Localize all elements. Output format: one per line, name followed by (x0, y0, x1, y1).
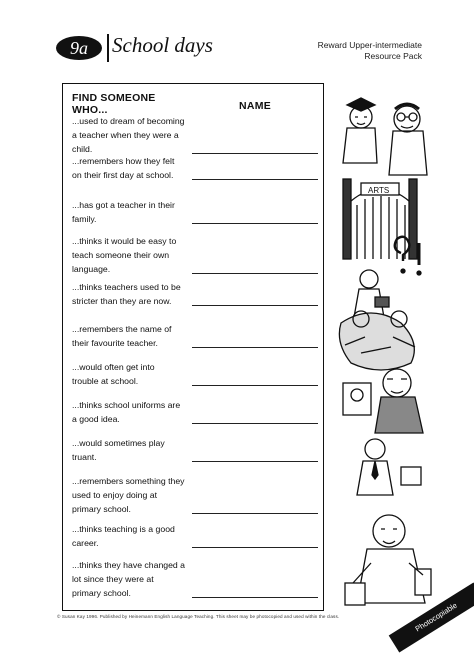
worksheet-item (72, 474, 317, 516)
prompt-line: ...remembers how they felt (72, 156, 175, 166)
prompt-line: ...thinks it would be easy to (72, 236, 177, 246)
worksheet-heading (72, 92, 182, 116)
prompt-line: teach someone their own (72, 250, 170, 260)
item-prompt (72, 114, 188, 156)
name-answer-line[interactable] (192, 179, 318, 180)
heading-line-1: FIND SOMEONE (72, 92, 156, 104)
worksheet-item (72, 522, 317, 550)
name-answer-line[interactable] (192, 423, 318, 424)
playground-scuffle (339, 311, 415, 370)
worksheet-item (72, 154, 317, 182)
pack-line-1: Reward Upper-intermediate (317, 40, 422, 50)
prompt-line: ...thinks they have changed a (72, 560, 186, 570)
prompt-line: lot since they were at (72, 574, 154, 584)
prompt-line: ...thinks school uniforms are (72, 400, 181, 410)
resource-pack-label (318, 40, 422, 62)
copyright-note: © Susan Kay 1996. Published by Heinemann English Language Teaching. This sheet may be photocopied and used within the class. (57, 614, 340, 619)
prompt-line: truant. (72, 452, 97, 462)
prompt-line: ...would often get into (72, 362, 155, 372)
item-prompt (72, 280, 188, 308)
name-answer-line[interactable] (192, 461, 318, 462)
worksheet-item (72, 114, 317, 156)
item-prompt (72, 558, 188, 600)
prompt-line: stricter than they are now. (72, 296, 172, 306)
photocopiable-banner: Photocopiable (389, 583, 474, 653)
prompt-line: ...thinks teaching is a good (72, 524, 175, 534)
prompt-line: ...would sometimes play (72, 438, 165, 448)
worksheet-item (72, 322, 317, 350)
prompt-line: ...has got a teacher in their (72, 200, 175, 210)
graduate-figure (343, 98, 377, 163)
worksheet-item (72, 398, 317, 426)
school-cartoon-illustration (331, 83, 443, 621)
boy-with-paint (345, 515, 431, 605)
prompt-line: primary school. (72, 504, 131, 514)
name-answer-line[interactable] (192, 273, 318, 274)
pupil-with-satchel (357, 439, 421, 495)
name-answer-line[interactable] (192, 597, 318, 598)
item-prompt (72, 398, 188, 426)
find-someone-worksheet (62, 83, 324, 611)
worksheet-item (72, 280, 317, 308)
worksheet-item (72, 198, 317, 226)
prompt-line: ...remembers something they (72, 476, 185, 486)
prompt-line: child. (72, 144, 93, 154)
item-prompt (72, 154, 188, 182)
title-divider (107, 34, 109, 62)
prompt-line: family. (72, 214, 97, 224)
item-prompt (72, 436, 188, 464)
prompt-line: career. (72, 538, 99, 548)
item-prompt (72, 474, 188, 516)
prompt-line: ...thinks teachers used to be (72, 282, 181, 292)
prompt-line: ...used to dream of becoming (72, 116, 185, 126)
heading-line-2: WHO... (72, 104, 108, 116)
worksheet-item (72, 558, 317, 600)
pack-line-2: Resource Pack (364, 51, 422, 61)
gate-sign: ARTS (368, 186, 390, 195)
worksheet-item (72, 436, 317, 464)
name-column-header: NAME (239, 100, 272, 112)
item-prompt (72, 198, 188, 226)
name-answer-line[interactable] (192, 223, 318, 224)
name-answer-line[interactable] (192, 547, 318, 548)
glasses-figure (389, 104, 427, 175)
item-prompt (72, 234, 188, 276)
prompt-line: ...remembers the name of (72, 324, 172, 334)
name-answer-line[interactable] (192, 513, 318, 514)
name-answer-line[interactable] (192, 305, 318, 306)
name-answer-line[interactable] (192, 347, 318, 348)
worksheet-item (72, 360, 317, 388)
unit-title: School days (112, 33, 213, 57)
unit-number-badge: 9a (56, 36, 102, 60)
prompt-line: language. (72, 264, 111, 274)
prompt-line: a teacher when they were a (72, 130, 179, 140)
name-answer-line[interactable] (192, 385, 318, 386)
prompt-line: on their first day at school. (72, 170, 174, 180)
item-prompt (72, 522, 188, 550)
item-prompt (72, 322, 188, 350)
prompt-line: trouble at school. (72, 376, 139, 386)
prompt-line: a good idea. (72, 414, 120, 424)
prompt-line: used to enjoy doing at (72, 490, 158, 500)
prompt-line: primary school. (72, 588, 131, 598)
worksheet-item (72, 234, 317, 276)
teacher-with-frame (343, 369, 423, 433)
prompt-line: their favourite teacher. (72, 338, 158, 348)
item-prompt (72, 360, 188, 388)
